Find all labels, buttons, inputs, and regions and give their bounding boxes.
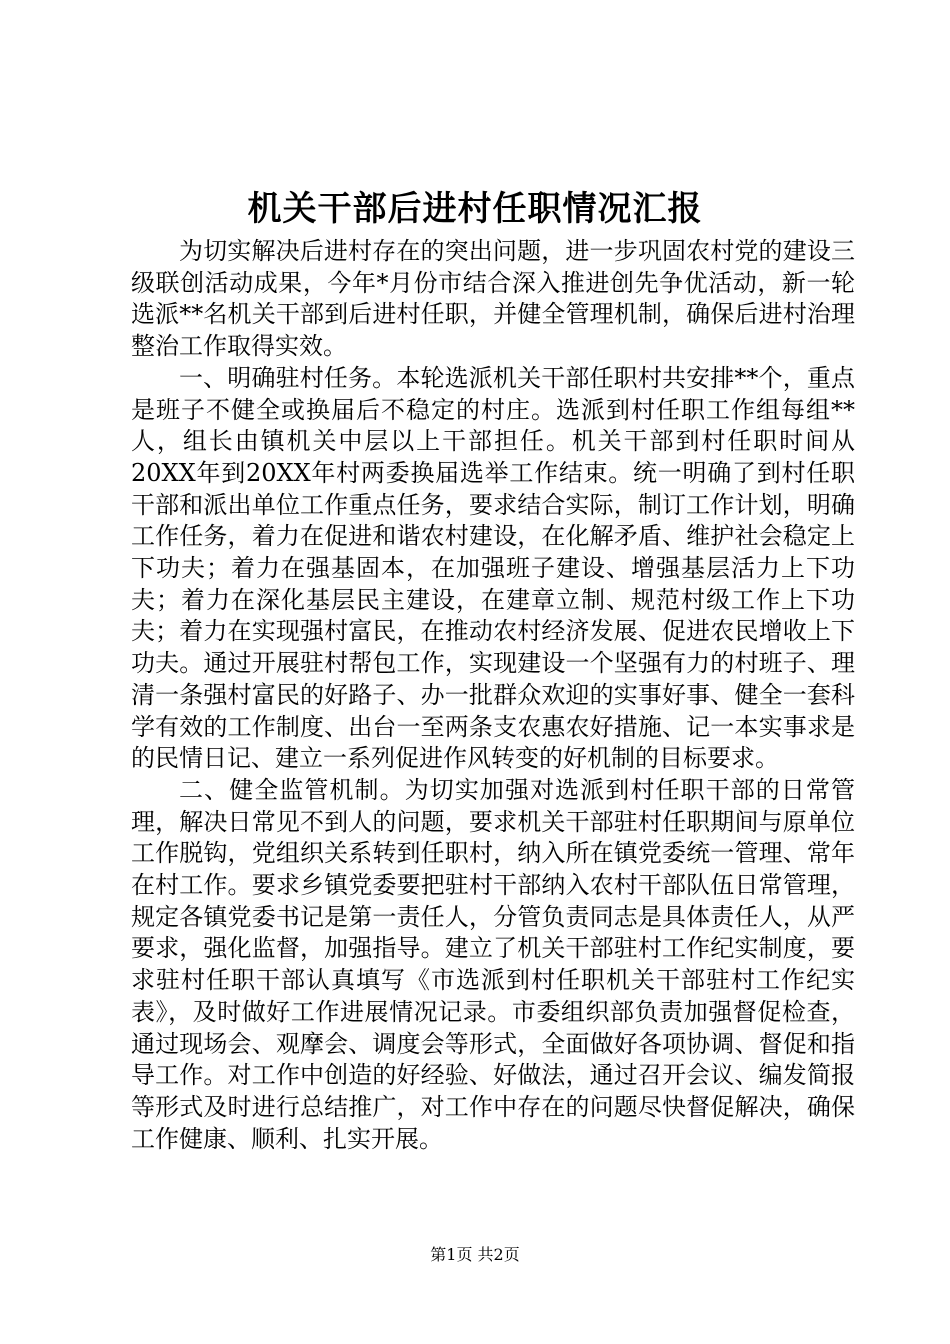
page-number-footer: 第1页 共2页 [430, 1245, 520, 1264]
paragraph-section-1: 一、明确驻村任务。本轮选派机关干部任职村共安排**个，重点是班子不健全或换届后不稳定的村庄。选派到村任职工作组每组**人，组长由镇机关中层以上干部担任。机关干部到村任职时间从20XX年到20XX年村两委换届选举工作结束。统一明确了到村任职干部和派出单位工作重点任务，要求结合实际，制订工作计划，明确工作任务，着力在促进和谐农村建设，在化解矛盾、维护社会稳定上下功夫；着力在强基固本，在加强班子建设、增强基层活力上下功夫；着力在深化基层民主建设，在建章立制、规范村级工作上下功夫；着力在实现强村富民，在推动农村经济发展、促进农民增收上下功夫。通过开展驻村帮包工作，实现建设一个坚强有力的村班子、理清一条强村富民的好路子、办一批群众欢迎的实事好事、健全一套科学有效的工作制度、出台一至两条支农惠农好措施、记一本实事求是的民情日记、建立一系列促进作风转变的好机制的目标要求。 [131, 363, 855, 773]
document-title: 机关干部后进村任职情况汇报 [247, 189, 703, 229]
paragraph-intro: 为切实解决后进村存在的突出问题，进一步巩固农村党的建设三级联创活动成果，今年*月份市结合深入推进创先争优活动，新一轮选派**名机关干部到后进村任职，并健全管理机制，确保后进村治理整治工作取得实效。 [131, 237, 855, 361]
document-body [131, 236, 855, 1155]
paragraph-section-2: 二、健全监管机制。为切实加强对选派到村任职干部的日常管理，解决日常见不到人的问题，要求机关干部驻村任职期间与原单位工作脱钩，党组织关系转到任职村，纳入所在镇党委统一管理、常年在村工作。要求乡镇党委要把驻村干部纳入农村干部队伍日常管理，规定各镇党委书记是第一责任人，分管负责同志是具体责任人，从严要求，强化监督，加强指导。建立了机关干部驻村工作纪实制度，要求驻村任职干部认真填写《市选派到村任职机关干部驻村工作纪实表》，及时做好工作进展情况记录。市委组织部负责加强督促检查，通过现场会、观摩会、调度会等形式，全面做好各项协调、督促和指导工作。对工作中创造的好经验、好做法，通过召开会议、编发简报等形式及时进行总结推广，对工作中存在的问题尽快督促解决，确保工作健康、顺利、扎实开展。 [131, 775, 855, 1153]
